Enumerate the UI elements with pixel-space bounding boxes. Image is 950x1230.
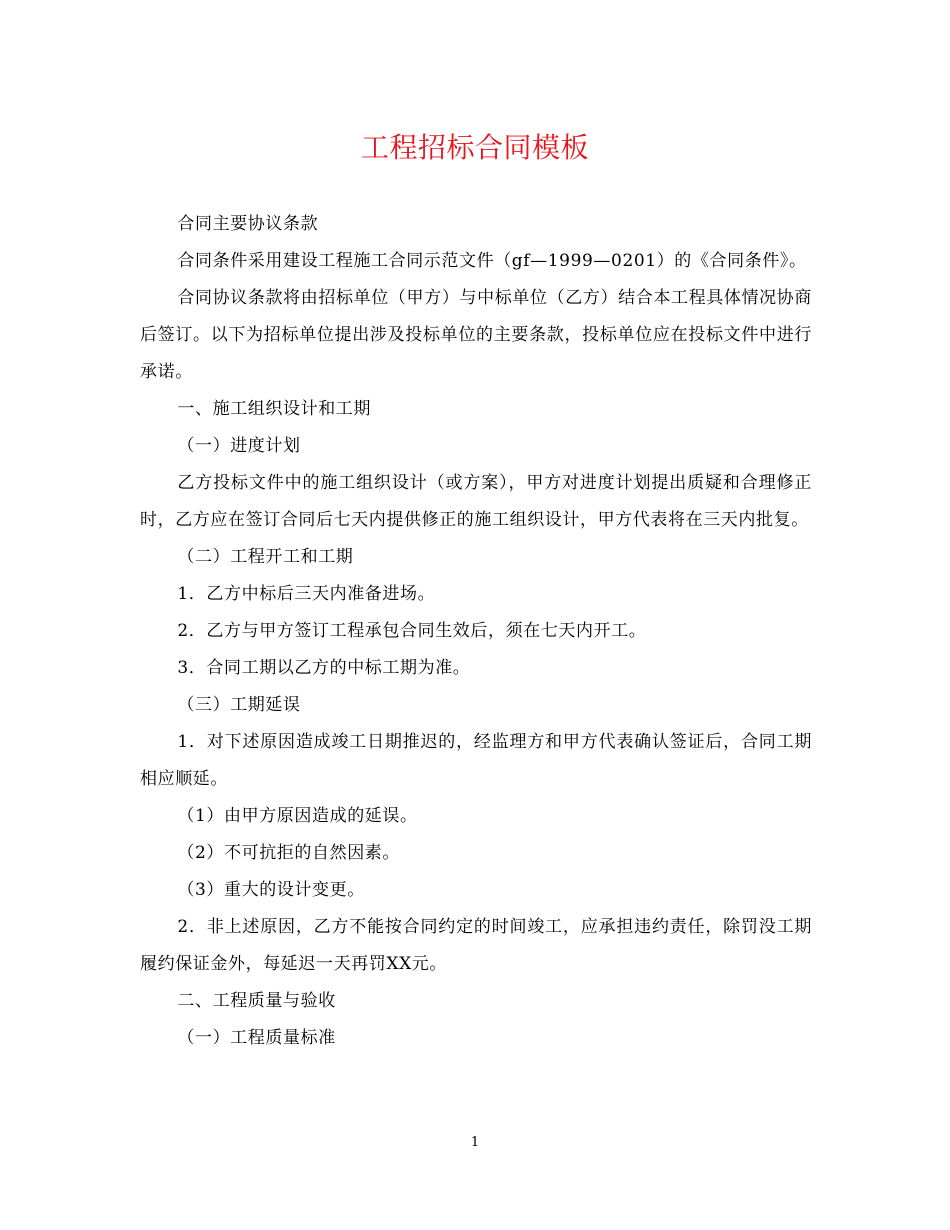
subsection-heading: （一）工程质量标准 [177,1028,336,1048]
list-item: （2）不可抗拒的自然因素。 [177,843,401,863]
section-heading: 一、施工组织设计和工期 [177,399,371,419]
list-item: 1．乙方中标后三天内准备进场。 [177,584,436,604]
subsection-heading: （一）进度计划 [177,436,301,456]
list-item: 3．合同工期以乙方的中标工期为准。 [177,658,471,678]
paragraph: 合同条件采用建设工程施工合同示范文件（gf—1999—0201）的《合同条件》。 [177,251,807,271]
subsection-heading: （三）工期延误 [177,695,301,715]
document-title: 工程招标合同模板 [360,131,589,164]
page-number: 1 [470,1135,480,1150]
paragraph: 乙方投标文件中的施工组织设计（或方案），甲方对进度计划提出质疑和合理修正时，乙方应在签订合同后七天内提供修正的施工组织设计，甲方代表将在三天内批复。 [140,473,812,530]
list-item: 2．非上述原因，乙方不能按合同约定的时间竣工，应承担违约责任，除罚没工期履约保证金外，每延迟一天再罚XX元。 [140,917,812,974]
list-item: 1．对下述原因造成竣工日期推迟的，经监理方和甲方代表确认签证后，合同工期相应顺延。 [140,732,812,789]
paragraph: 合同主要协议条款 [177,214,319,234]
document-body [140,206,812,1057]
paragraph: 合同协议条款将由招标单位（甲方）与中标单位（乙方）结合本工程具体情况协商后签订。以下为招标单位提出涉及投标单位的主要条款，投标单位应在投标文件中进行承诺。 [140,288,812,382]
list-item: （3）重大的设计变更。 [177,880,365,900]
section-heading: 二、工程质量与验收 [177,991,336,1011]
subsection-heading: （二）工程开工和工期 [177,547,354,567]
list-item: （1）由甲方原因造成的延误。 [177,806,418,826]
list-item: 2．乙方与甲方签订工程承包合同生效后，须在七天内开工。 [177,621,647,641]
